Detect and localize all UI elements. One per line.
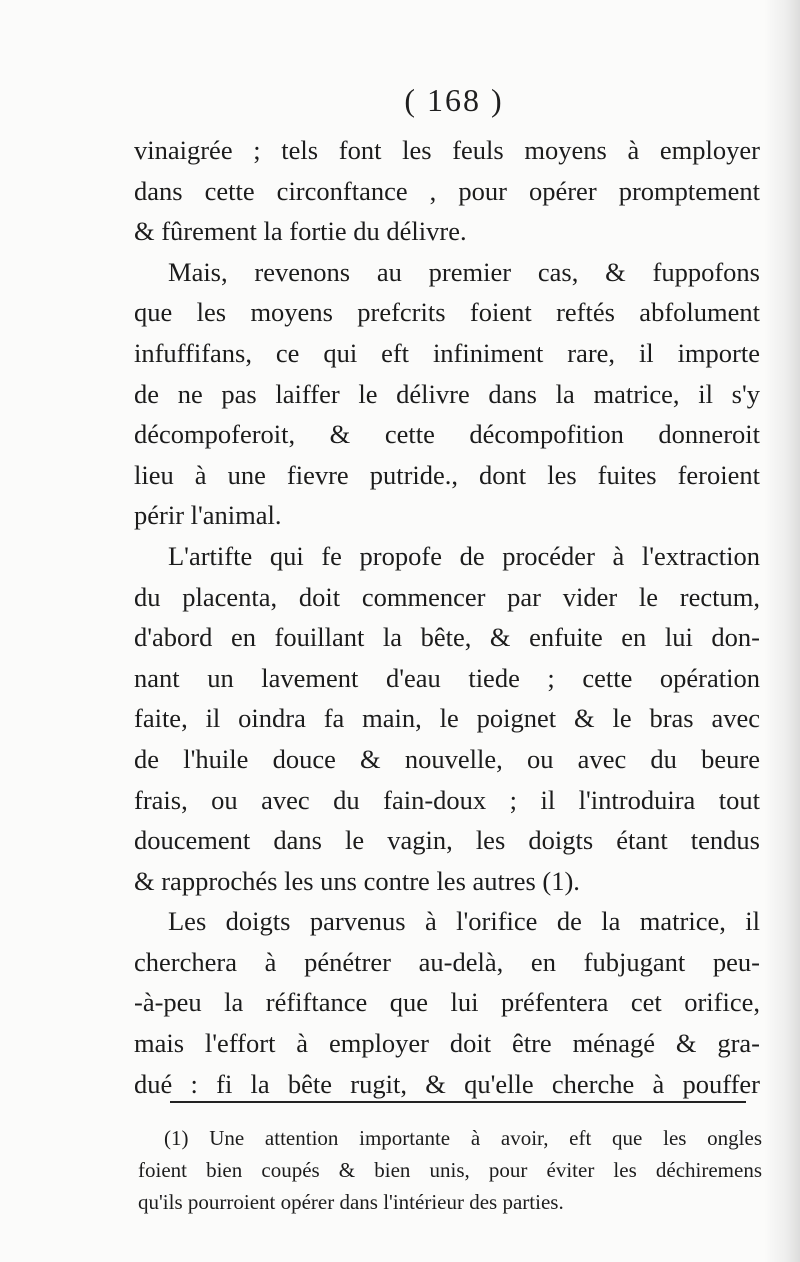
body-line: doucement dans le vagin, les doigts étant tendus [134,825,760,856]
body-line: du placenta, doit commencer par vider le rectum, [134,581,760,612]
body-line: -à-peu la réfiftance que lui préfentera cet orifice, [134,987,760,1018]
footnote-line: (1) Une attention importante à avoir, eft que les ongles [164,1126,762,1150]
body-line: & fûrement la fortie du délivre. [134,216,467,247]
body-line: de ne pas laiffer le délivre dans la matrice, il s'y [134,378,760,409]
body-line: périr l'animal. [134,500,282,531]
body-line: dué : fi la bête rugit, & qu'elle cherche à pouffer [134,1068,760,1099]
body-line: & rapprochés les uns contre les autres (1). [134,865,580,896]
page-edge-shadow [764,0,800,1262]
footnote-divider [170,1101,746,1103]
body-line: lieu à une fievre putride., dont les fuites feroient [134,459,760,490]
body-line: d'abord en fouillant la bête, & enfuite en lui don- [134,622,760,653]
body-line: cherchera à pénétrer au-delà, en fubjugant peu- [134,946,760,977]
footnote-line: foient bien coupés & bien unis, pour éviter les déchiremens [138,1158,762,1182]
body-line: mais l'effort à employer doit être ménagé & gra- [134,1028,760,1059]
footnote [138,1122,762,1218]
body-text [134,130,760,1104]
body-line: infuffifans, ce qui eft infiniment rare, il importe [134,337,760,368]
paragraph-start-line: Les doigts parvenus à l'orifice de la matrice, il [168,906,760,937]
paragraph-start-line: L'artifte qui fe propofe de procéder à l'extraction [168,540,760,571]
body-line: dans cette circonftance , pour opérer promptement [134,175,760,206]
footnote-line: qu'ils pourroient opérer dans l'intérieur des parties. [138,1190,564,1214]
paragraph-start-line: Mais, revenons au premier cas, & fuppofons [168,256,760,287]
body-line: faite, il oindra fa main, le poignet & le bras avec [134,703,760,734]
body-line: frais, ou avec du fain-doux ; il l'introduira tout [134,784,760,815]
body-line: vinaigrée ; tels font les feuls moyens à employer [134,135,760,165]
page-number: ( 168 ) [404,82,504,118]
body-line: décompoferoit, & cette décompofition donneroit [134,419,760,450]
body-line: que les moyens prefcrits foient reftés abfolument [134,297,760,328]
body-line: de l'huile douce & nouvelle, ou avec du beure [134,743,760,774]
body-line: nant un lavement d'eau tiede ; cette opération [134,662,760,693]
